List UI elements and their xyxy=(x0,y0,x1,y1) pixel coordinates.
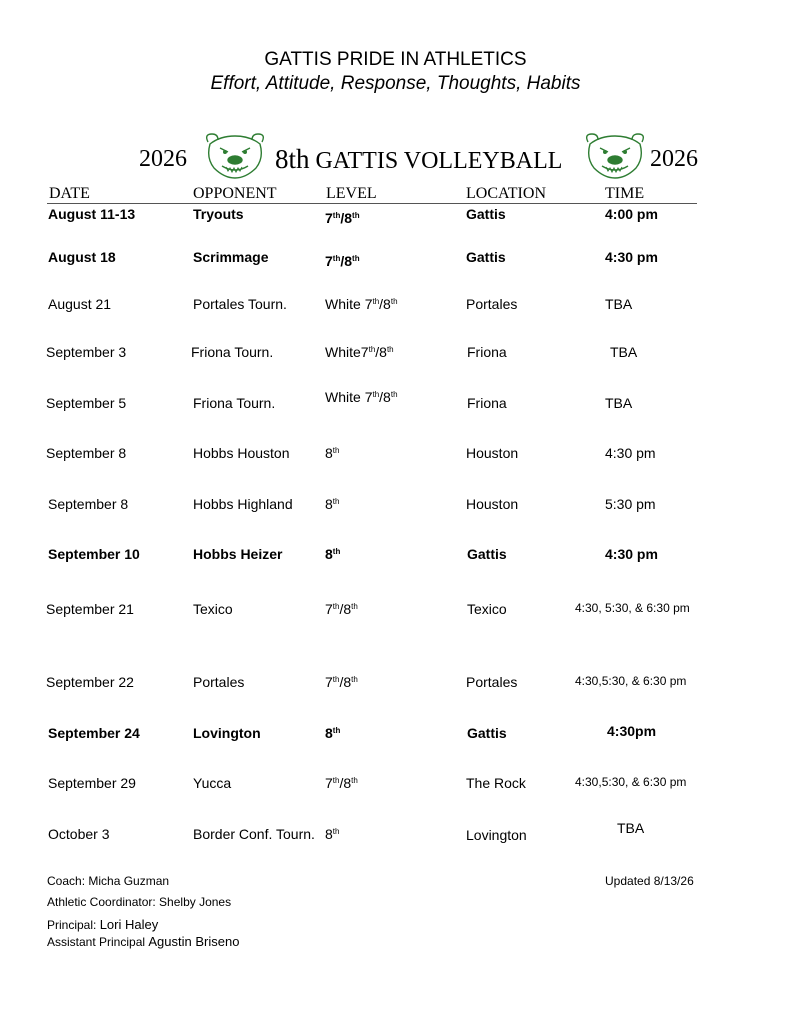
row-opponent: Friona Tourn. xyxy=(191,344,274,360)
row-opponent: Yucca xyxy=(193,775,232,791)
row-date: September 21 xyxy=(46,601,134,617)
bear-head-icon xyxy=(200,130,270,180)
row-date: September 22 xyxy=(46,674,134,690)
row-location: Portales xyxy=(466,296,518,312)
row-opponent: Hobbs Heizer xyxy=(193,546,283,562)
row-date: September 8 xyxy=(48,496,129,512)
row-level: 7th/8th xyxy=(325,601,358,617)
row-opponent: Friona Tourn. xyxy=(193,395,276,411)
row-opponent: Border Conf. Tourn. xyxy=(193,826,315,842)
assistant-principal-line xyxy=(47,934,239,949)
row-location: Gattis xyxy=(467,725,507,741)
row-opponent: Texico xyxy=(193,601,233,617)
row-time: 4:30 pm xyxy=(605,546,658,562)
row-opponent: Lovington xyxy=(193,725,261,741)
row-opponent: Portales xyxy=(193,674,245,690)
row-location: Portales xyxy=(466,674,518,690)
row-time: 4:30,5:30, & 6:30 pm xyxy=(575,674,687,688)
row-opponent: Scrimmage xyxy=(193,249,269,265)
row-time: 5:30 pm xyxy=(605,496,656,512)
row-level: 8th xyxy=(325,546,341,562)
title-text xyxy=(275,144,562,175)
row-level: White7th/8th xyxy=(325,344,394,360)
row-level: 8th xyxy=(325,826,340,842)
row-location: Houston xyxy=(466,496,519,512)
row-location: Gattis xyxy=(466,249,506,265)
assistant-principal-name: Agustin Briseno xyxy=(148,934,240,949)
row-date: September 10 xyxy=(48,546,140,562)
row-location: Gattis xyxy=(467,546,507,562)
header-motto: Effort, Attitude, Response, Thoughts, Habits xyxy=(210,73,581,94)
row-level: White 7th/8th xyxy=(325,296,398,312)
row-opponent: Hobbs Highland xyxy=(193,496,293,512)
title-grade: 8th xyxy=(275,144,310,174)
row-time: 4:30, 5:30, & 6:30 pm xyxy=(575,601,690,615)
principal-label: Principal: xyxy=(47,918,97,932)
column-header-location: LOCATION xyxy=(466,185,546,202)
row-date: August 21 xyxy=(48,296,112,312)
header-divider xyxy=(47,203,697,204)
row-opponent: Hobbs Houston xyxy=(193,445,290,461)
row-level: 7th/8th xyxy=(325,674,358,690)
row-time: 4:30pm xyxy=(607,723,657,739)
row-time: 4:30 pm xyxy=(605,249,658,265)
row-level: White 7th/8th xyxy=(325,389,398,405)
row-location: Gattis xyxy=(466,206,506,222)
row-location: The Rock xyxy=(466,775,526,791)
athletic-coordinator-line: Athletic Coordinator: Shelby Jones xyxy=(47,895,232,909)
row-location: Texico xyxy=(467,601,507,617)
row-level: 8th xyxy=(325,445,340,461)
row-level: 7th/8th xyxy=(325,253,360,269)
row-time: 4:30 pm xyxy=(605,445,656,461)
row-opponent: Portales Tourn. xyxy=(193,296,287,312)
row-date: October 3 xyxy=(48,826,110,842)
year-right: 2026 xyxy=(650,146,698,172)
row-level: 7th/8th xyxy=(325,775,358,791)
row-date: September 24 xyxy=(48,725,140,741)
row-time: TBA xyxy=(605,296,633,312)
principal-name: Lori Haley xyxy=(99,917,159,932)
column-header-date: DATE xyxy=(49,185,90,202)
updated-date: Updated 8/13/26 xyxy=(605,874,694,888)
row-time: TBA xyxy=(605,395,633,411)
row-location: Houston xyxy=(466,445,519,461)
row-time: TBA xyxy=(610,344,638,360)
bear-head-icon xyxy=(580,130,650,180)
row-level: 8th xyxy=(325,496,340,512)
row-location: Friona xyxy=(467,344,507,360)
row-date: August 11-13 xyxy=(48,206,136,222)
row-level: 7th/8th xyxy=(325,210,360,226)
row-time: 4:30,5:30, & 6:30 pm xyxy=(575,775,687,789)
column-header-time: TIME xyxy=(605,185,645,202)
row-date: September 3 xyxy=(46,344,127,360)
row-date: September 29 xyxy=(48,775,136,791)
header-line-1: GATTIS PRIDE IN ATHLETICS xyxy=(264,49,527,70)
row-date: August 18 xyxy=(48,249,116,265)
row-opponent: Tryouts xyxy=(193,206,244,222)
row-time: TBA xyxy=(617,820,645,836)
row-date: September 8 xyxy=(46,445,127,461)
principal-line xyxy=(47,917,158,932)
coach-line: Coach: Micha Guzman xyxy=(47,874,170,888)
column-header-opponent: OPPONENT xyxy=(193,185,277,202)
row-time: 4:00 pm xyxy=(605,206,658,222)
column-header-level: LEVEL xyxy=(326,185,377,202)
row-level: 8th xyxy=(325,725,341,741)
title-banner xyxy=(0,138,791,188)
row-location: Lovington xyxy=(466,827,527,843)
assistant-principal-label: Assistant Principal xyxy=(47,935,146,949)
row-date: September 5 xyxy=(46,395,127,411)
row-location: Friona xyxy=(467,395,507,411)
year-left: 2026 xyxy=(139,146,187,172)
title-name: GATTIS VOLLEYBALL xyxy=(315,148,563,174)
